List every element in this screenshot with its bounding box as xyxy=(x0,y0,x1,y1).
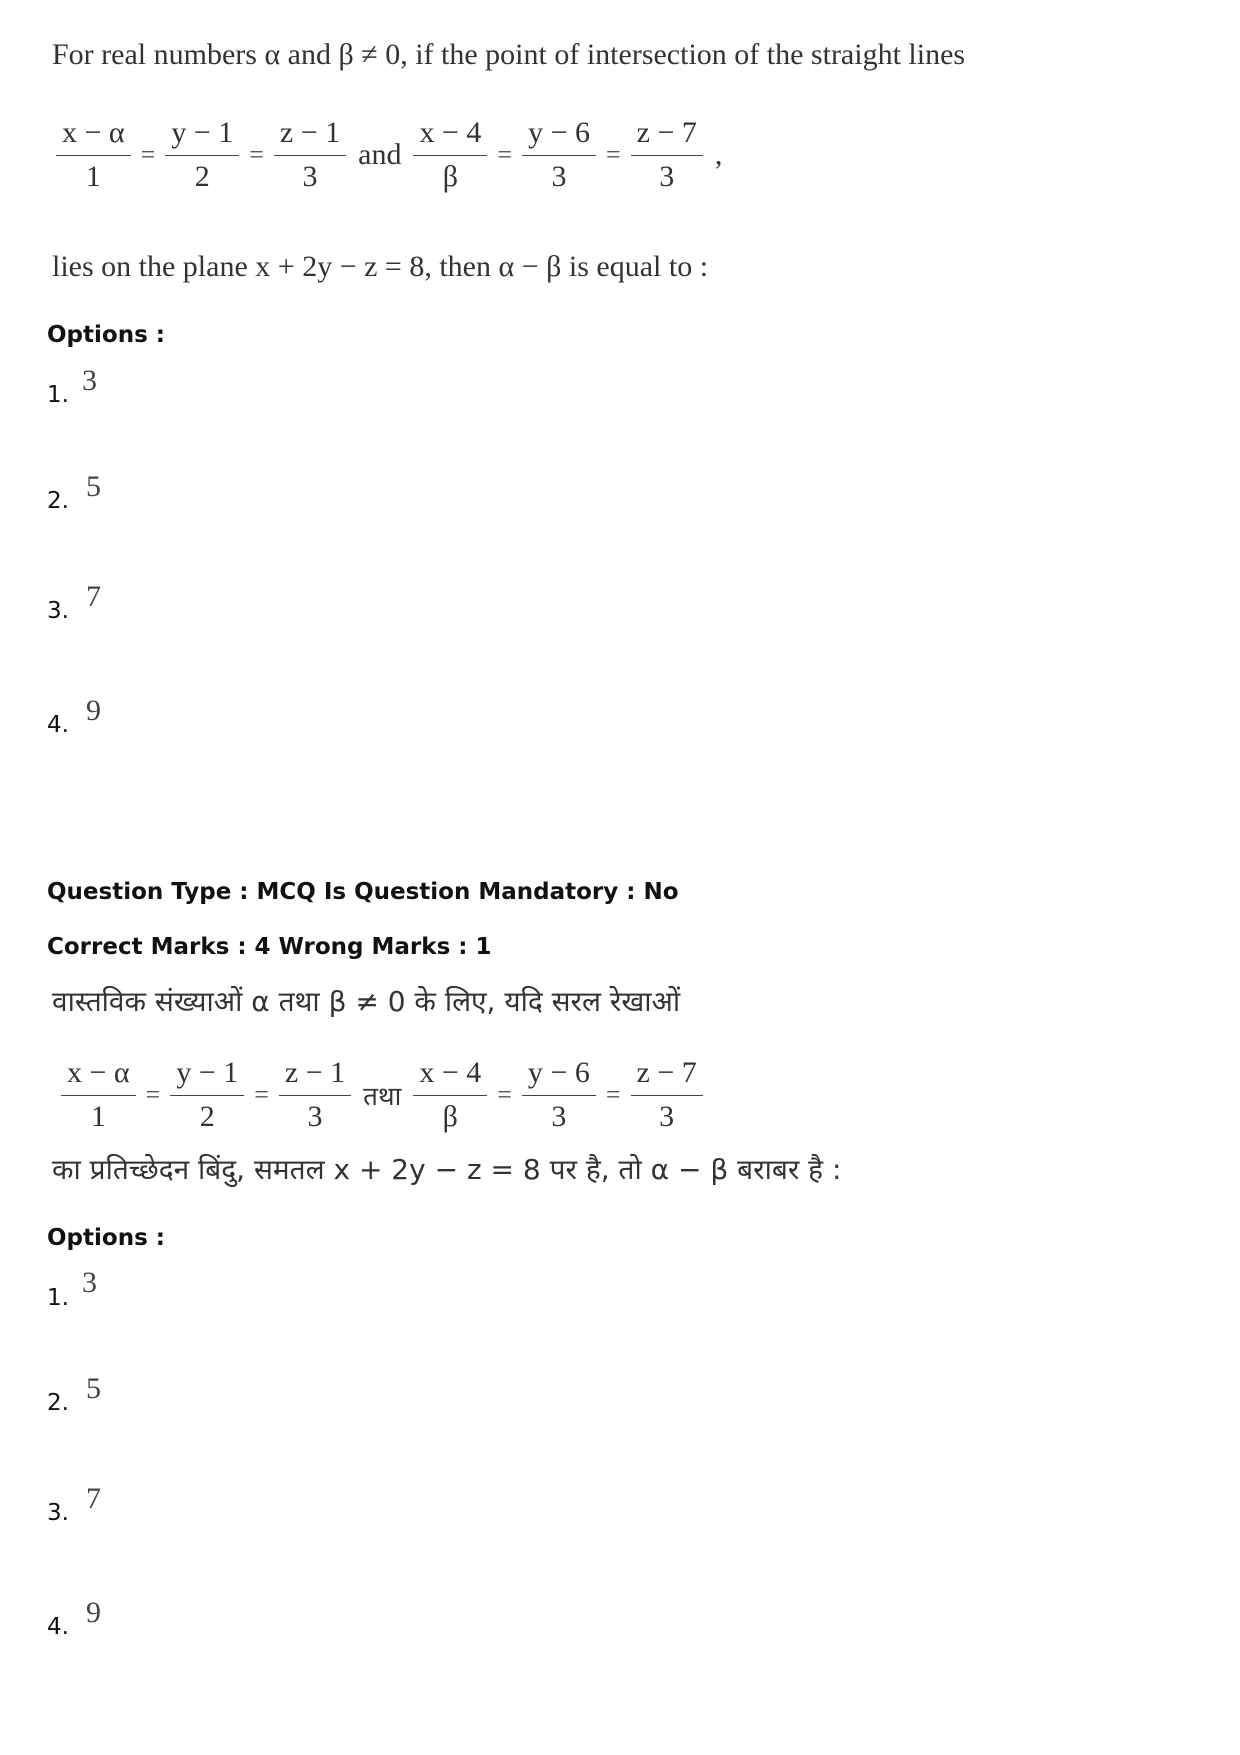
fraction xyxy=(274,116,346,194)
numerator: x − α xyxy=(56,116,131,156)
trailing-comma: , xyxy=(714,138,723,171)
numerator: z − 1 xyxy=(279,1056,351,1096)
option-value[interactable]: 3 xyxy=(82,364,97,397)
denominator: 2 xyxy=(194,159,210,193)
numerator: y − 1 xyxy=(165,116,239,156)
equation-lines-en: $\frac{x - \alpha}{1}$ = $\frac{y - 1}{2}$ = $\frac{z - 1}{3}$ and $\frac{x - 4}{\beta}$ = $\frac{y - 6}{3}$ = $\frac{z - 7}{3}$ , xyxy=(50,110,728,200)
option-number: 3. xyxy=(47,1500,69,1526)
option-number: 4. xyxy=(47,712,69,738)
fraction xyxy=(631,1056,703,1134)
fraction xyxy=(279,1056,351,1134)
denominator: β xyxy=(442,1099,458,1133)
option-number: 3. xyxy=(47,598,69,624)
option-value[interactable]: 9 xyxy=(86,694,101,727)
and-word: and xyxy=(358,138,402,171)
numerator: x − 4 xyxy=(413,1056,487,1096)
fraction xyxy=(631,116,703,194)
option-value[interactable]: 5 xyxy=(86,470,101,503)
fraction xyxy=(170,1056,244,1134)
option-value[interactable]: 7 xyxy=(86,580,101,613)
numerator: z − 1 xyxy=(274,116,346,156)
denominator: 3 xyxy=(551,1099,567,1133)
option-value[interactable]: 9 xyxy=(86,1596,101,1629)
question-text-hi: का प्रतिच्छेदन बिंदु, समतल x + 2y − z = 8 पर है, तो α − β बराबर है : xyxy=(52,1153,842,1186)
denominator: 2 xyxy=(199,1099,215,1133)
numerator: y − 6 xyxy=(522,116,596,156)
fraction xyxy=(56,116,131,194)
and-word: तथा xyxy=(363,1082,402,1112)
fraction xyxy=(61,1056,136,1134)
option-number: 1. xyxy=(47,382,69,408)
denominator: β xyxy=(442,159,459,193)
option-number: 1. xyxy=(47,1285,69,1311)
numerator: y − 1 xyxy=(170,1056,244,1096)
option-value[interactable]: 3 xyxy=(82,1266,97,1299)
denominator: 3 xyxy=(659,159,675,193)
marks-line: Correct Marks : 4 Wrong Marks : 1 xyxy=(47,934,492,960)
denominator: 1 xyxy=(85,159,101,193)
denominator: 3 xyxy=(551,159,567,193)
option-number: 4. xyxy=(47,1614,69,1640)
options-heading: Options : xyxy=(47,322,165,348)
question-intro-hi: वास्तविक संख्याओं α तथा β ≠ 0 के लिए, यदि सरल रेखाओं xyxy=(52,985,681,1018)
option-value[interactable]: 5 xyxy=(86,1372,101,1405)
denominator: 3 xyxy=(307,1099,323,1133)
question-intro-en: For real numbers α and β ≠ 0, if the point of intersection of the straight lines xyxy=(52,38,966,71)
equation-lines-hi: $\frac{x - \alpha}{1}$ = $\frac{y - 1}{2}$ = $\frac{z - 1}{3}$ तथा $\frac{x - 4}{\beta}$ = $\frac{y - 6}{3}$ = $\frac{z - 7}{3}$ xyxy=(55,1050,709,1140)
numerator: z − 7 xyxy=(631,116,703,156)
fraction xyxy=(165,116,239,194)
question-type-line: Question Type : MCQ Is Question Mandatory : No xyxy=(47,879,679,905)
numerator: x − α xyxy=(61,1056,136,1096)
numerator: y − 6 xyxy=(522,1056,596,1096)
option-number: 2. xyxy=(47,1390,69,1416)
fraction xyxy=(522,116,596,194)
option-number: 2. xyxy=(47,488,69,514)
question-text-en: lies on the plane x + 2y − z = 8, then α − β is equal to : xyxy=(52,250,709,283)
denominator: 3 xyxy=(302,159,318,193)
options-heading: Options : xyxy=(47,1225,165,1251)
fraction xyxy=(413,116,487,194)
fraction xyxy=(413,1056,487,1134)
numerator: z − 7 xyxy=(631,1056,703,1096)
denominator: 3 xyxy=(659,1099,675,1133)
option-value[interactable]: 7 xyxy=(86,1482,101,1515)
numerator: x − 4 xyxy=(413,116,487,156)
fraction xyxy=(522,1056,596,1134)
denominator: 1 xyxy=(90,1099,106,1133)
